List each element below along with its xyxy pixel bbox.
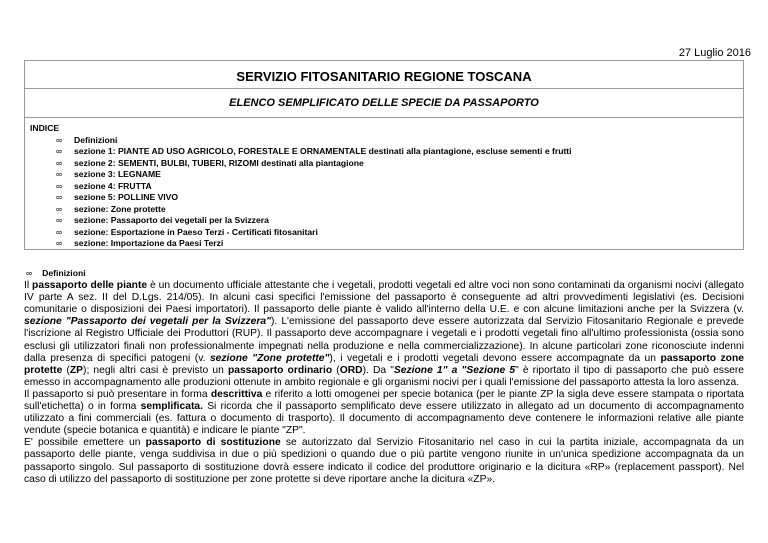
index-box <box>24 118 744 250</box>
index-item-label: sezione 4: FRUTTA <box>74 180 152 191</box>
index-item-sezione-5[interactable] <box>56 192 743 204</box>
index-item-svizzera[interactable] <box>56 215 743 227</box>
definitions-section <box>24 267 744 486</box>
infinity-bullet-icon: ∞ <box>56 226 63 237</box>
index-item-sezione-4[interactable] <box>56 181 743 193</box>
definitions-heading-label: Definizioni <box>42 268 86 278</box>
text-run-bold-italic: sezione "Passaporto dei vegetali per la Svizzera" <box>24 316 271 328</box>
text-run: se autorizzato dal Servizio Fitosanitario nel caso in cui la partita iniziale, accompagnata da un passaporto delle piante, venga suddivisa in due o più spedizioni o quando due o più partite vengono riunite in un'unica spedizione accompagnata da un passaporto singolo. Sul passaporto di sostituzione dovrà essere indicato il codice del produttore originario e la dicitura «RP» (replacement passport). Nel caso di utilizzo del passaporto di sostituzione per zone protette si deve riportare anche la dicitura «ZP». <box>24 437 744 485</box>
header-divider <box>25 88 743 89</box>
index-item-sezione-1[interactable] <box>56 146 743 158</box>
infinity-bullet-icon: ∞ <box>56 134 63 145</box>
infinity-bullet-icon: ∞ <box>26 268 33 278</box>
text-run-bold: passaporto delle piante <box>32 280 148 292</box>
definitions-paragraph-1 <box>24 280 744 389</box>
infinity-bullet-icon: ∞ <box>56 180 63 191</box>
infinity-bullet-icon: ∞ <box>56 203 63 214</box>
index-item-sezione-2[interactable] <box>56 158 743 170</box>
index-item-label: Definizioni <box>74 134 118 145</box>
text-run: ). L'emissione del passaporto deve essere autorizzata dal Servizio Fitosanitario Regionale e prevede l'iscrizione al Registro Ufficiale dei Produttori (RUP). Il passaporto deve accompagnare i vegetali e i prodotti vegetali fino all'ultimo professionista (ossia sono esclusi gli utilizzatori finali non professionalmente impegnati nella produzione e nella commercializzazione). In alcune particolari zone riconosciute indenni dalla presenza di specifici patogeni (v. <box>24 316 745 364</box>
text-run-bold: ZP <box>69 364 84 376</box>
index-list <box>30 135 743 250</box>
text-run: E' possibile emettere un <box>24 437 146 449</box>
text-run: Il <box>24 280 33 292</box>
text-run: ), i vegetali e i prodotti vegetali devono essere accompagnate da un <box>329 352 661 364</box>
text-run-bold: ORD <box>339 364 363 376</box>
text-run: ). Da " <box>362 364 394 376</box>
text-run: ( <box>332 364 340 376</box>
index-item-label: sezione 3: LEGNAME <box>74 169 161 179</box>
index-item-definizioni[interactable] <box>56 135 743 147</box>
index-item-label: sezione: Importazione da Paesi Terzi <box>74 238 224 248</box>
index-item-label: sezione: Zone protette <box>74 203 166 214</box>
text-run-bold-italic: Sezione 1" a "Sezione 5 <box>393 364 516 376</box>
page-subtitle: ELENCO SEMPLIFICATO DELLE SPECIE DA PASSAPORTO <box>229 97 539 109</box>
text-run: è un documento ufficiale attestante che i vegetali, prodotti vegetali ed altre voci non sono contaminati da organismi nocivi (allegato IV parte A sez. II del D.Lgs. 214/05). In alcuni casi specifici l'emissione del passaporto è conseguente ad altri provvedimenti legislativi (es. Decisioni comunitarie o disposizioni dei Paesi importatori). Il passaporto delle piante è valido all'interno della U.E. e con alcune limitazioni anche per la Svizzera (v. <box>24 280 744 316</box>
index-item-label: sezione 2: SEMENTI, BULBI, TUBERI, RIZOMI destinati alla piantagione <box>74 157 364 168</box>
index-title: INDICE <box>30 123 60 133</box>
index-item-label: sezione 1: PIANTE AD USO AGRICOLO, FORESTALE E ORNAMENTALE destinati alla piantagione, escluse sementi e frutti <box>74 146 572 156</box>
infinity-bullet-icon: ∞ <box>56 146 63 156</box>
definitions-paragraph-2 <box>24 389 744 437</box>
index-item-sezione-3[interactable] <box>56 169 743 181</box>
index-item-label: sezione 5: POLLINE VIVO <box>74 192 179 202</box>
header-box <box>24 60 744 118</box>
text-run: ); negli altri casi è previsto un <box>83 364 228 376</box>
document-date: 27 Luglio 2016 <box>678 47 751 59</box>
index-item-label: sezione: Passaporto dei vegetali per la Svizzera <box>74 215 269 225</box>
index-item-zone-protette[interactable] <box>56 204 743 216</box>
infinity-bullet-icon: ∞ <box>56 192 63 202</box>
text-run: " è riportato il tipo di passaporto che può essere emesso in accompagnamento alle produzioni ottenute in ambito regionale e gli organismi nocivi per i quali l'emissione del passaporto attesta la loro assenza. <box>24 364 744 388</box>
infinity-bullet-icon: ∞ <box>56 169 63 179</box>
page-title: SERVIZIO FITOSANITARIO REGIONE TOSCANA <box>236 69 532 84</box>
text-run-bold: passaporto di sostituzione <box>145 437 281 449</box>
text-run-bold: passaporto ordinario <box>227 364 333 376</box>
text-run-bold: descrittiva <box>210 388 263 400</box>
text-run-bold: passaporto zone protette <box>24 352 744 376</box>
index-item-importazione[interactable] <box>56 238 743 250</box>
definitions-paragraph-3 <box>24 437 744 485</box>
text-run-bold-italic: sezione "Zone protette" <box>209 352 330 364</box>
index-item-esportazione[interactable] <box>56 227 743 239</box>
index-item-label: sezione: Esportazione in Paeso Terzi - Certificati fitosanitari <box>74 226 318 237</box>
text-run-bold: semplificata. <box>140 401 203 413</box>
infinity-bullet-icon: ∞ <box>56 215 63 225</box>
definitions-heading <box>24 267 744 279</box>
infinity-bullet-icon: ∞ <box>56 157 63 168</box>
infinity-bullet-icon: ∞ <box>56 238 63 248</box>
text-run: Si ricorda che il passaporto semplificato deve essere utilizzato in allegato ad un documento di accompagnamento utilizzato a fini commerciali (es. fattura o documento di trasporto). Il documento di accompagnamento deve contenere le informazioni relative alle piante vendute (specie botanica e quantità) e indicare le piante "ZP". <box>24 401 745 437</box>
text-run: e riferito a lotti omogenei per specie botanica (per le piante ZP la sigla deve essere stampata o riportata sull'etichetta) o in forma <box>24 388 744 413</box>
text-run: ( <box>62 364 70 376</box>
text-run: Il passaporto si può presentare in forma <box>24 388 211 400</box>
